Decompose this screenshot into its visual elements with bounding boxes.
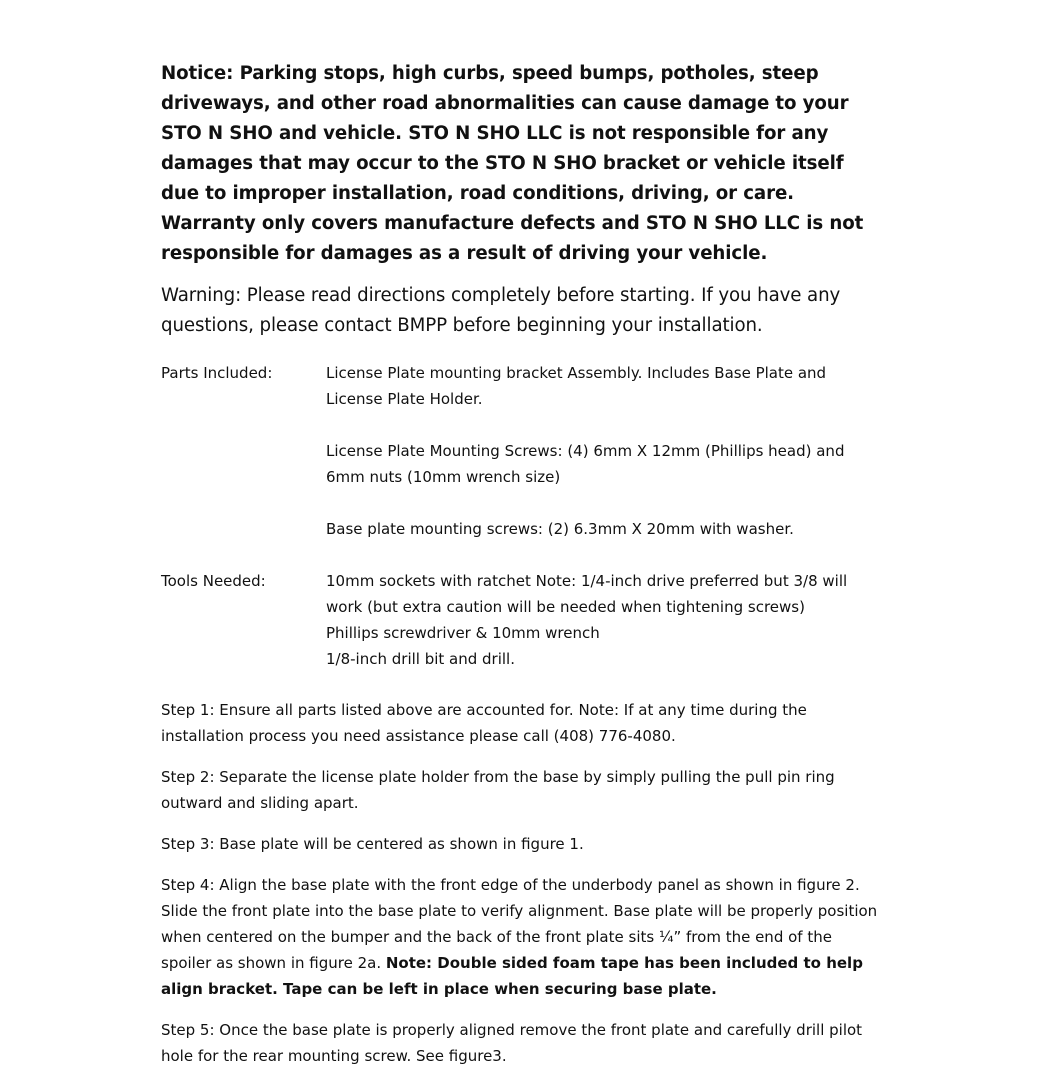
- parts-included-list: [326, 360, 881, 542]
- step-3: [161, 831, 881, 857]
- instruction-document: [161, 59, 881, 1084]
- step-text: Step 3: Base plate will be centered as shown in figure 1.: [161, 835, 584, 853]
- tools-needed-row: [161, 568, 881, 672]
- step-1: [161, 697, 881, 749]
- step-text: Step 2: Separate the license plate holder from the base by simply pulling the pull pin ring outward and sliding apart.: [161, 768, 835, 812]
- part-item: License Plate Mounting Screws: (4) 6mm X 12mm (Phillips head) and 6mm nuts (10mm wrench size): [326, 442, 845, 486]
- parts-included-label: Parts Included:: [161, 364, 273, 382]
- step-5: [161, 1017, 881, 1069]
- parts-included-row: [161, 360, 881, 542]
- step-text: Step 5: Once the base plate is properly aligned remove the front plate and carefully drill pilot hole for the rear mounting screw. See figure3.: [161, 1021, 863, 1065]
- step-text: Step 4: Align the base plate with the front edge of the underbody panel as shown in figure 2. Slide the front plate into the base plate to verify alignment. Base plate will be properly position when centered on the bumper and the back of the front plate sits ¼” from the end of the spoiler as shown in figure 2a.: [161, 876, 878, 972]
- tools-needed-list: [326, 568, 881, 672]
- tools-needed-label: Tools Needed:: [161, 572, 266, 590]
- part-item: License Plate mounting bracket Assembly. Includes Base Plate and License Plate Holder.: [326, 364, 827, 408]
- step-text: Step 1: Ensure all parts listed above are accounted for. Note: If at any time during the installation process you need assistance please call (408) 776-4080.: [161, 701, 807, 745]
- step-2: [161, 764, 881, 816]
- warning-paragraph: Warning: Please read directions completely before starting. If you have any questions, please contact BMPP before beginning your installation.: [161, 285, 841, 336]
- tool-line: 10mm sockets with ratchet Note: 1/4-inch drive preferred but 3/8 will work (but extra caution will be needed when tightening screws): [326, 572, 848, 616]
- part-item: Base plate mounting screws: (2) 6.3mm X 20mm with washer.: [326, 520, 794, 538]
- step-4: [161, 872, 881, 1002]
- steps-section: [161, 697, 881, 1069]
- tool-line: Phillips screwdriver & 10mm wrench: [326, 624, 600, 642]
- tool-line: 1/8-inch drill bit and drill.: [326, 650, 515, 668]
- step-note-bold: Note: Double sided foam tape has been included to help align bracket. Tape can be left in place when securing base plate.: [161, 954, 863, 998]
- notice-paragraph: Notice: Parking stops, high curbs, speed bumps, potholes, steep driveways, and other road abnormalities can cause damage to your STO N SHO and vehicle. STO N SHO LLC is not responsible for any damages that may occur to the STO N SHO bracket or vehicle itself due to improper installation, road conditions, driving, or care. Warranty only covers manufacture defects and STO N SHO LLC is not responsible for damages as a result of driving your vehicle.: [161, 63, 864, 264]
- parts-and-tools-section: [161, 360, 881, 672]
